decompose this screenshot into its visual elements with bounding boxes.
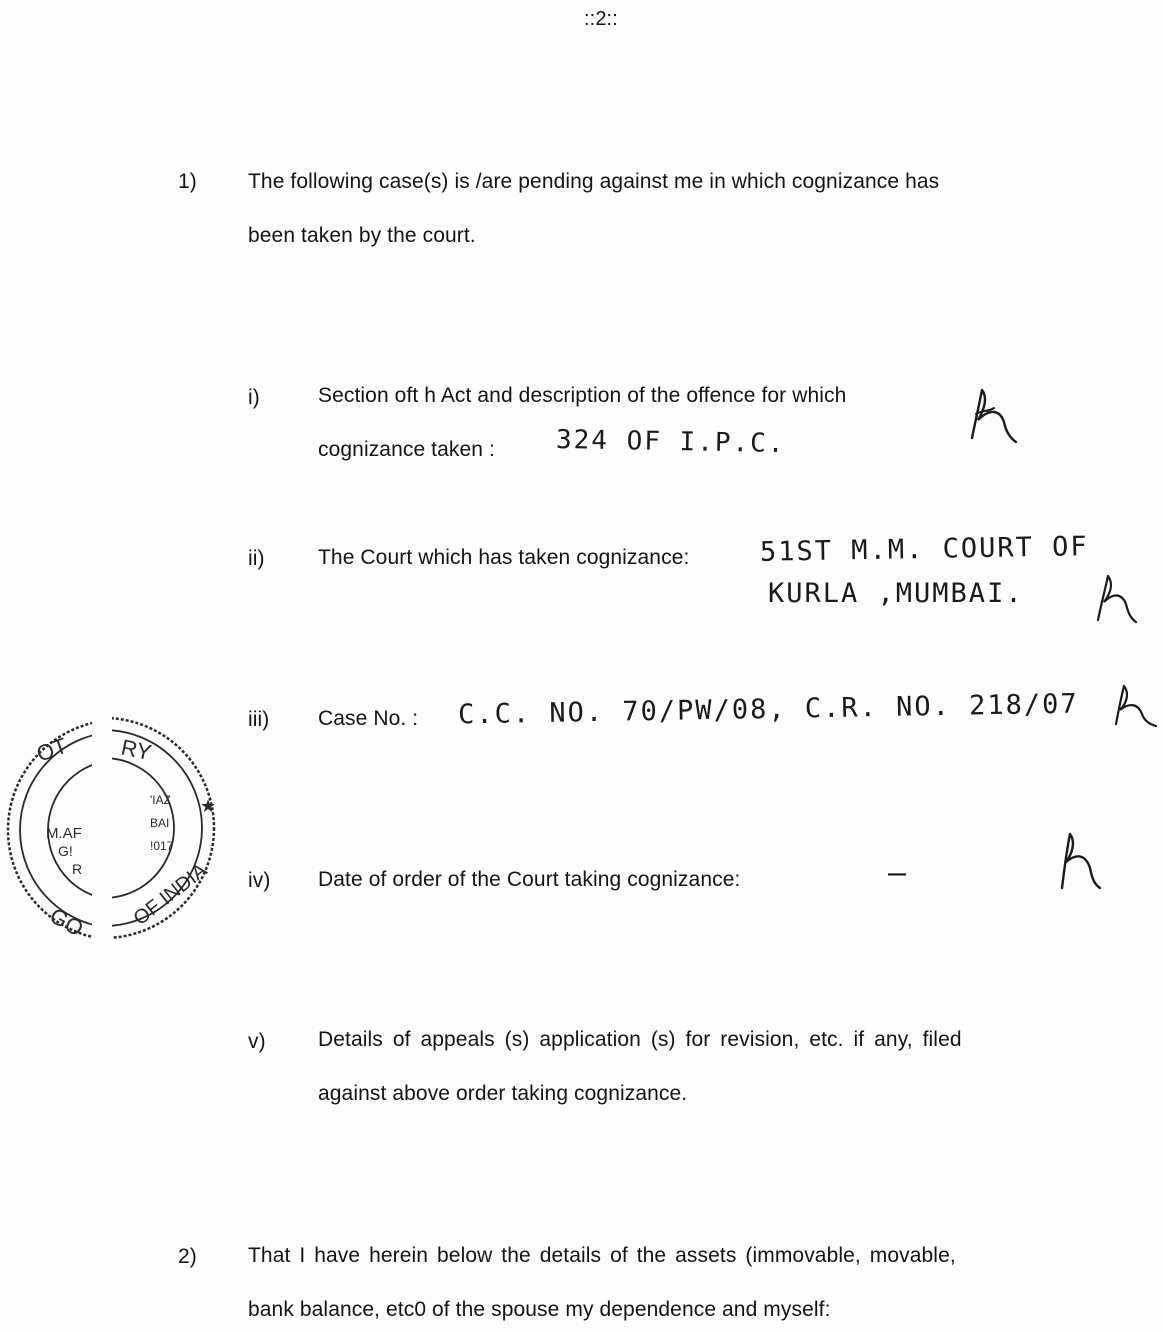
- svg-text:OF INDIA: OF INDIA: [129, 859, 212, 930]
- svg-text:OT: OT: [33, 732, 71, 767]
- initial-signature-mark-1: [960, 380, 1030, 450]
- page-number: ::2::: [584, 8, 618, 30]
- sub-item-iii-label: Case No. :: [318, 707, 419, 730]
- sub-item-ii-handwritten-court-line-1: 51ST M.M. COURT OF: [759, 531, 1089, 568]
- svg-text:!017: !017: [150, 839, 174, 853]
- initial-signature-mark-4: [1050, 830, 1110, 896]
- sub-item-v-line-2: against above order taking cognizance.: [318, 1082, 688, 1105]
- sub-item-iv-label: Date of order of the Court taking cognizance:: [318, 868, 741, 891]
- sub-item-i-line-1: Section oft h Act and description of the offence for which: [318, 384, 847, 407]
- sub-item-iv-numeral: iv): [248, 869, 271, 892]
- item-1-number: 1): [178, 170, 197, 193]
- sub-item-v-numeral: v): [248, 1030, 266, 1053]
- sub-item-i-numeral: i): [248, 386, 260, 409]
- sub-item-i-line-2: cognizance taken :: [318, 438, 495, 461]
- item-1-line-2: been taken by the court.: [248, 224, 476, 247]
- svg-text:BAI: BAI: [150, 816, 170, 830]
- sub-item-ii-handwritten-court-line-2: KURLA ,MUMBAI.: [768, 578, 1024, 609]
- svg-text:'IAZ: 'IAZ: [150, 793, 171, 807]
- svg-text:R: R: [72, 861, 83, 877]
- item-2-line-2: bank balance, etc0 of the spouse my dependence and myself:: [248, 1298, 831, 1321]
- svg-text:GO: GO: [45, 902, 88, 942]
- notary-stamp-seal: [0, 712, 240, 952]
- item-2-number: 2): [178, 1245, 197, 1268]
- sub-item-iii-numeral: iii): [248, 708, 270, 731]
- svg-text:RY: RY: [118, 734, 154, 766]
- sub-item-ii-label: The Court which has taken cognizance:: [318, 546, 690, 569]
- sub-item-v-line-1: Details of appeals (s) application (s) for revision, etc. if any, filed: [318, 1028, 962, 1051]
- sub-item-iv-handwritten-dash: —: [888, 856, 909, 891]
- sub-item-ii-numeral: ii): [248, 547, 265, 570]
- item-1-line-1: The following case(s) is /are pending against me in which cognizance has: [248, 170, 940, 193]
- svg-text:G!: G!: [58, 843, 73, 859]
- sub-item-iii-handwritten-case-number: C.C. NO. 70/PW/08, C.R. NO. 218/07: [457, 688, 1079, 731]
- sub-item-i-handwritten-section: 324 OF I.P.C.: [555, 424, 786, 460]
- svg-text:★: ★: [200, 796, 217, 817]
- svg-text:M.AF: M.AF: [46, 825, 82, 842]
- item-2-line-1: That I have herein below the details of the assets (immovable, movable,: [248, 1244, 956, 1267]
- initial-signature-mark-3: [1108, 684, 1160, 732]
- initial-signature-mark-2: [1090, 570, 1140, 630]
